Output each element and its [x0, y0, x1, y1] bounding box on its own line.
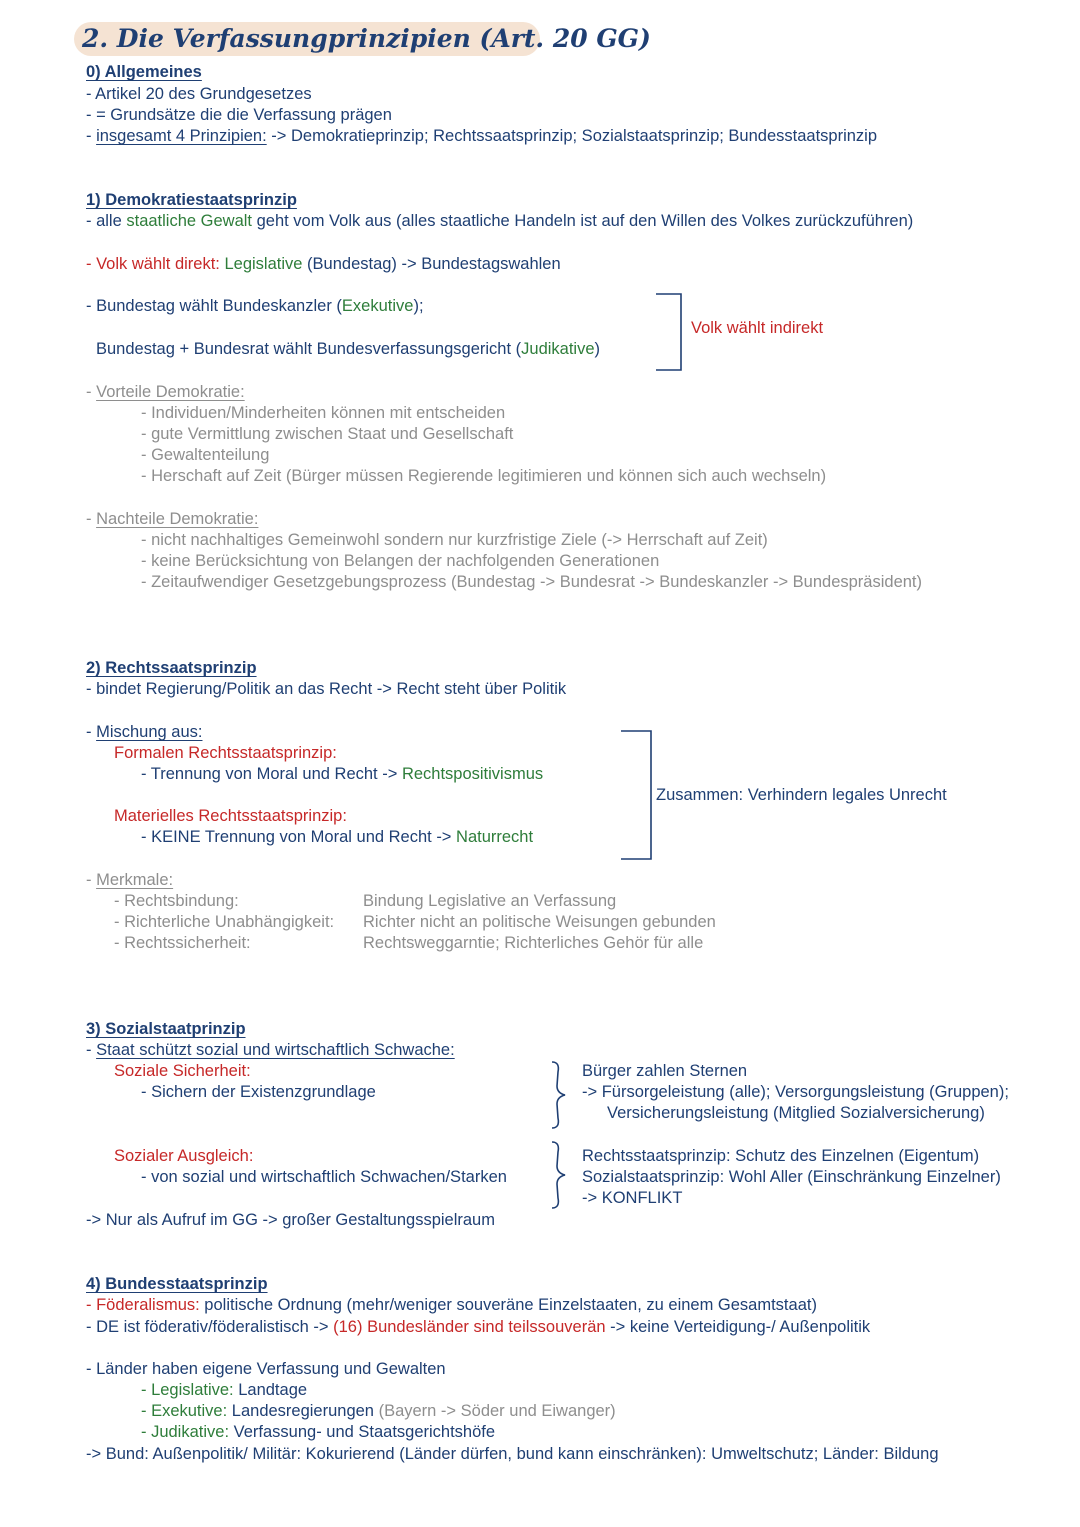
section-0-heading: 0) Allgemeines — [86, 63, 202, 81]
s4-conclusion: -> Bund: Außenpolitik/ Militär: Kokurierend (Länder dürfen, bund kann einschränken): Umweltschutz; Länder: Bildung — [86, 1445, 939, 1463]
s3-sicherheit-note-3: Versicherungsleistung (Mitglied Sozialversicherung) — [607, 1104, 985, 1122]
merkmal-desc: Richter nicht an politische Weisungen gebunden — [363, 913, 716, 931]
s1-indirect-label: Volk wählt indirekt — [691, 319, 824, 337]
s4-legislative: - Legislative: Landtage — [141, 1381, 308, 1399]
list-item: - gute Vermittlung zwischen Staat und Gesellschaft — [141, 425, 514, 443]
indirect-bracket — [652, 292, 686, 374]
list-item: - nicht nachhaltiges Gemeinwohl sondern nur kurzfristige Ziele (-> Herrschaft auf Zeit) — [141, 531, 768, 549]
s3-line-1: - Staat schützt sozial und wirtschaftlich Schwache: — [86, 1041, 455, 1059]
s3-ausgleich-label: Sozialer Ausgleich: — [114, 1147, 254, 1165]
s2-together-label: Zusammen: Verhindern legales Unrecht — [656, 786, 947, 804]
list-item: - Individuen/Minderheiten können mit entscheiden — [141, 404, 506, 422]
s3-sicherheit-note-1: Bürger zahlen Sternen — [582, 1062, 748, 1080]
sicherheit-brace — [548, 1060, 572, 1130]
s3-sicherheit-label: Soziale Sicherheit: — [114, 1062, 251, 1080]
s3-ausgleich-item: - von sozial und wirtschaftlich Schwachen/Starken — [141, 1168, 507, 1186]
s3-ausgleich-note-2: Sozialstaatsprinzip: Wohl Aller (Einschränkung Einzelner) — [582, 1168, 1001, 1186]
s1-line-kanzler: - Bundestag wählt Bundeskanzler (Exekutive); — [86, 297, 424, 315]
s3-sicherheit-note-2: -> Fürsorgeleistung (alle); Versorgungsleistung (Gruppen); — [582, 1083, 1009, 1101]
s2-line-1: - bindet Regierung/Politik an das Recht -> Recht steht über Politik — [86, 680, 567, 698]
page-title: 2. Die Verfassungprinzipien (Art. 20 GG) — [82, 24, 651, 53]
section-4-heading: 4) Bundesstaatsprinzip — [86, 1275, 268, 1293]
s0-bullet-3: - insgesamt 4 Prinzipien: -> Demokratieprinzip; Rechtssaatsprinzip; Sozialstaatsprinzip; Bundesstaatsprinzip — [86, 127, 878, 145]
s3-ausgleich-note-1: Rechtsstaatsprinzip: Schutz des Einzelnen (Eigentum) — [582, 1147, 980, 1165]
s4-judikative: - Judikative: Verfassung- und Staatsgerichtshöfe — [141, 1423, 496, 1441]
merkmal-term: - Rechtssicherheit: — [114, 934, 251, 952]
s3-ausgleich-note-3: -> KONFLIKT — [582, 1189, 683, 1207]
rechtsstaat-bracket — [618, 728, 658, 864]
s2-merkmale-label: - Merkmale: — [86, 871, 174, 889]
s1-vorteile-label: - Vorteile Demokratie: — [86, 383, 245, 401]
s2-formal-item: - Trennung von Moral und Recht -> Rechtspositivismus — [141, 765, 544, 783]
s0-bullet-1: - Artikel 20 des Grundgesetzes — [86, 85, 312, 103]
list-item: - Gewaltenteilung — [141, 446, 270, 464]
merkmal-desc: Bindung Legislative an Verfassung — [363, 892, 617, 910]
s1-line-bverfg: Bundestag + Bundesrat wählt Bundesverfassungsgericht (Judikative) — [96, 340, 601, 358]
s2-material-item: - KEINE Trennung von Moral und Recht -> Naturrecht — [141, 828, 534, 846]
ausgleich-brace — [548, 1140, 572, 1210]
s0-principles-label: insgesamt 4 Prinzipien: — [96, 127, 267, 145]
merkmal-term: - Richterliche Unabhängigkeit: — [114, 913, 335, 931]
section-3-heading: 3) Sozialstaatprinzip — [86, 1020, 246, 1038]
s1-line-1: - alle staatliche Gewalt geht vom Volk aus (alles staatliche Handeln ist auf den Willen des Volkes zurückzuführen) — [86, 212, 914, 230]
list-item: - Zeitaufwendiger Gesetzgebungsprozess (Bundestag -> Bundesrat -> Bundeskanzler -> Bundespräsident) — [141, 573, 922, 591]
s2-formal-label: Formalen Rechtsstaatsprinzip: — [114, 744, 337, 762]
list-item: - Herschaft auf Zeit (Bürger müssen Regierende legitimieren und können sich auch wechseln) — [141, 467, 827, 485]
s4-line-3: - Länder haben eigene Verfassung und Gewalten — [86, 1360, 446, 1378]
s1-line-direct: - Volk wählt direkt: Legislative (Bundestag) -> Bundestagswahlen — [86, 255, 561, 273]
list-item: - keine Berücksichtung von Belangen der nachfolgenden Generationen — [141, 552, 660, 570]
merkmal-term: - Rechtsbindung: — [114, 892, 239, 910]
s4-exekutive: - Exekutive: Landesregierungen (Bayern -> Söder und Eiwanger) — [141, 1402, 616, 1420]
s2-material-label: Materielles Rechtsstaatsprinzip: — [114, 807, 347, 825]
s2-mix-label: - Mischung aus: — [86, 723, 203, 741]
section-1-heading: 1) Demokratiestaatsprinzip — [86, 191, 297, 209]
s3-sicherheit-item: - Sichern der Existenzgrundlage — [141, 1083, 376, 1101]
s3-conclusion: -> Nur als Aufruf im GG -> großer Gestaltungsspielraum — [86, 1211, 495, 1229]
s4-line-1: - Föderalismus: politische Ordnung (mehr/weniger souveräne Einzelstaaten, zu einem Gesamtstaat) — [86, 1296, 817, 1314]
s4-line-2: - DE ist föderativ/föderalistisch -> (16) Bundesländer sind teilssouverän -> keine Verteidigung-/ Außenpolitik — [86, 1318, 871, 1336]
merkmal-desc: Rechtsweggarntie; Richterliches Gehör für alle — [363, 934, 704, 952]
section-2-heading: 2) Rechtssaatsprinzip — [86, 659, 257, 677]
s1-nachteile-label: - Nachteile Demokratie: — [86, 510, 259, 528]
s0-bullet-2: - = Grundsätze die die Verfassung prägen — [86, 106, 392, 124]
